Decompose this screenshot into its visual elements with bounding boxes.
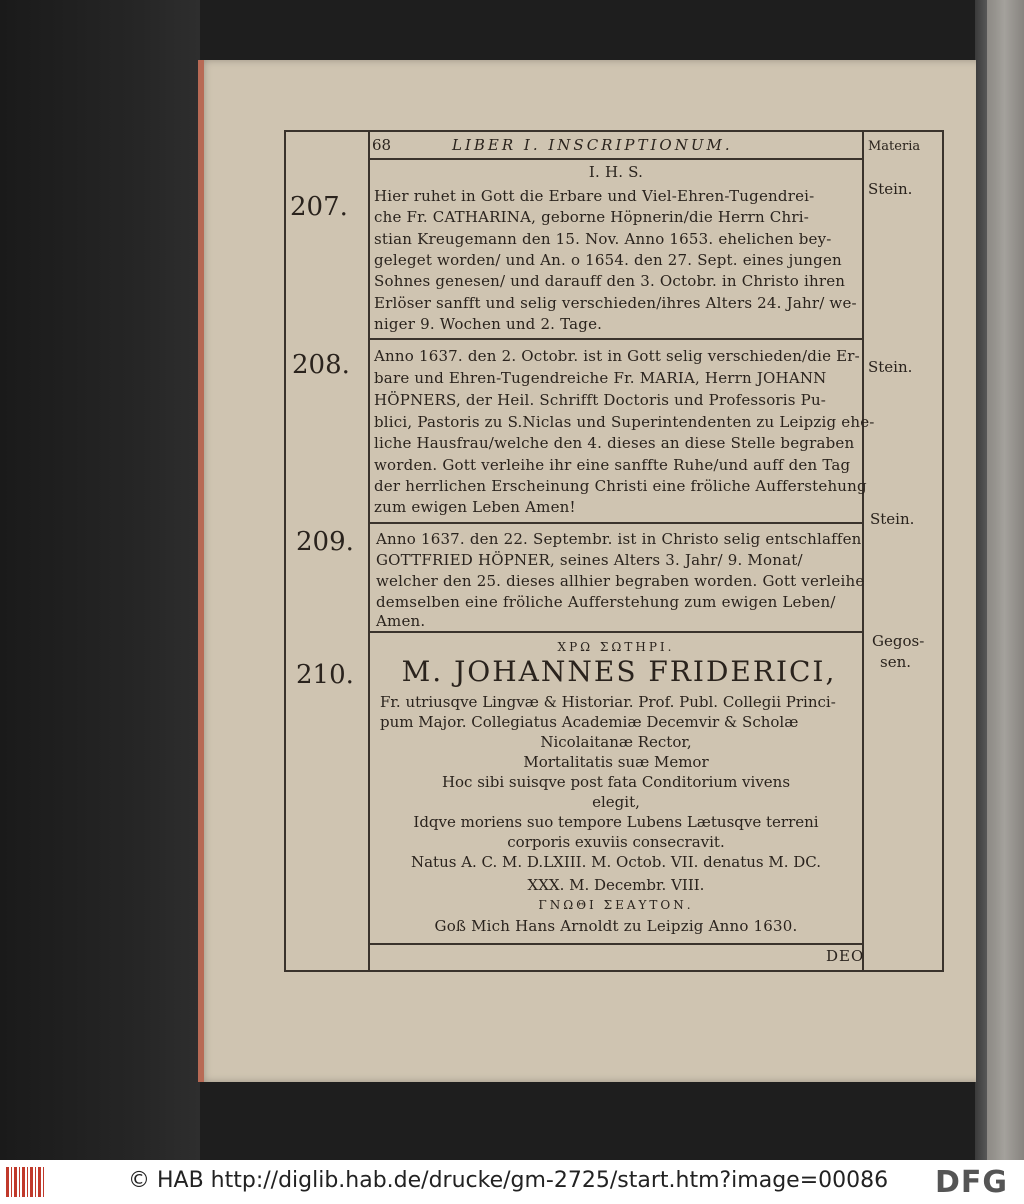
dfg-logo: DFG: [935, 1165, 1009, 1200]
text-line: geleget worden/ und An. o 1654. den 27. Sept. eines jungen: [374, 251, 842, 269]
text-line: Amen.: [376, 612, 426, 630]
text-line: welcher den 25. dieses allhier begraben worden. Gott verleihe: [376, 572, 865, 590]
entry-rule-210: [368, 943, 863, 945]
text-line: Natus A. C. M. D.LXIII. M. Octob. VII. denatus M. DC.: [410, 853, 822, 871]
header-rule: [368, 158, 863, 160]
text-line: Nicolaitanæ Rector,: [540, 733, 692, 751]
text-line: bare und Ehren-Tugendreiche Fr. MARIA, Herrn JOHANN: [374, 369, 827, 387]
page-number: 68: [372, 136, 392, 154]
material-208: Stein.: [868, 358, 913, 376]
text-line: worden. Gott verleihe ihr eine sanffte Ruhe/und auff den Tag: [374, 456, 851, 474]
text-line: Fr. utriusqve Lingvæ & Historiar. Prof. Publ. Collegii Princi-: [380, 693, 836, 711]
material-210-line1: Gegos-: [872, 632, 925, 650]
adjacent-page-edge: [987, 0, 1024, 1160]
column-rule-left: [368, 130, 370, 972]
text-line: Idqve moriens suo tempore Lubens Lætusqve terreni: [413, 813, 819, 831]
text-line: der herrlichen Erscheinung Christi eine fröliche Aufferstehung: [374, 477, 867, 495]
entry-rule-208: [368, 522, 863, 524]
text-line: Erlöser sanfft und selig verschieden/ihres Alters 24. Jahr/ we-: [374, 294, 857, 312]
text-line: Anno 1637. den 22. Septembr. ist in Christo selig entschlaffen: [376, 530, 862, 548]
text-line: liche Hausfrau/welche den 4. dieses an diese Stelle begraben: [374, 434, 855, 452]
entry-number-208: 208.: [292, 350, 350, 380]
margin-heading: Materia: [868, 139, 921, 154]
scan-background-right: [975, 0, 1024, 1160]
text-line: Sohnes genesen/ und darauff den 3. Octobr. in Christo ihren: [374, 272, 846, 290]
text-line: che Fr. CATHARINA, geborne Höpnerin/die Herrn Chri-: [374, 208, 809, 226]
running-title: LIBER I. INSCRIPTIONUM.: [452, 136, 733, 154]
text-line: zum ewigen Leben Amen!: [374, 498, 576, 516]
material-209: Stein.: [870, 510, 915, 528]
entry-rule-209: [368, 631, 863, 633]
scan-background-left: [0, 0, 200, 1160]
entry-207-heading: I. H. S.: [588, 163, 644, 181]
text-line: niger 9. Wochen und 2. Tage.: [374, 315, 603, 333]
material-207: Stein.: [868, 180, 913, 198]
hab-logo-icon: [6, 1167, 46, 1197]
text-line: demselben eine fröliche Aufferstehung zum ewigen Leben/: [376, 593, 836, 611]
material-210-line2: sen.: [880, 653, 912, 671]
entry-number-210: 210.: [296, 660, 354, 690]
text-line: Mortalitatis suæ Memor: [523, 753, 709, 771]
entry-number-207: 207.: [290, 192, 348, 222]
copyright-link[interactable]: © HAB http://diglib.hab.de/drucke/gm-2725/start.htm?image=00086: [128, 1168, 889, 1193]
page-red-edge: [198, 60, 204, 1082]
entry-rule-207: [368, 338, 863, 340]
catchword: DEO: [826, 947, 865, 965]
text-line: Anno 1637. den 2. Octobr. ist in Gott selig verschieden/die Er-: [374, 347, 860, 365]
epitaph-name: M. JOHANNES FRIDERICI,: [401, 655, 837, 688]
text-line: Hier ruhet in Gott die Erbare und Viel-Ehren-Tugendrei-: [374, 187, 815, 205]
founder-line: Goß Mich Hans Arnoldt zu Leipzig Anno 1630.: [434, 917, 798, 935]
entry-number-209: 209.: [296, 527, 354, 557]
text-line: Hoc sibi suisqve post fata Conditorium vivens: [441, 773, 791, 791]
text-line: blici, Pastoris zu S.Niclas und Superintendenten zu Leipzig ehe-: [374, 413, 875, 431]
greek-motto: ΓΝΩΘΙ ΣΕΑΥΤΟΝ.: [538, 898, 694, 912]
viewer-footer: [0, 1160, 1024, 1204]
text-line: pum Major. Collegiatus Academiæ Decemvir & Scholæ: [380, 713, 799, 731]
greek-dedication: ΧΡΩ ΣΩΤΗΡΙ.: [557, 640, 675, 654]
column-rule-right: [862, 130, 864, 972]
text-line: stian Kreugemann den 15. Nov. Anno 1653. ehelichen bey-: [374, 230, 832, 248]
text-line: HÖPNERS, der Heil. Schrifft Doctoris und Professoris Pu-: [374, 391, 827, 409]
text-line: elegit,: [592, 793, 640, 811]
text-line: GOTTFRIED HÖPNER, seines Alters 3. Jahr/ 9. Monat/: [376, 551, 803, 569]
text-line: XXX. M. Decembr. VIII.: [527, 876, 705, 894]
text-line: corporis exuviis consecravit.: [507, 833, 725, 851]
